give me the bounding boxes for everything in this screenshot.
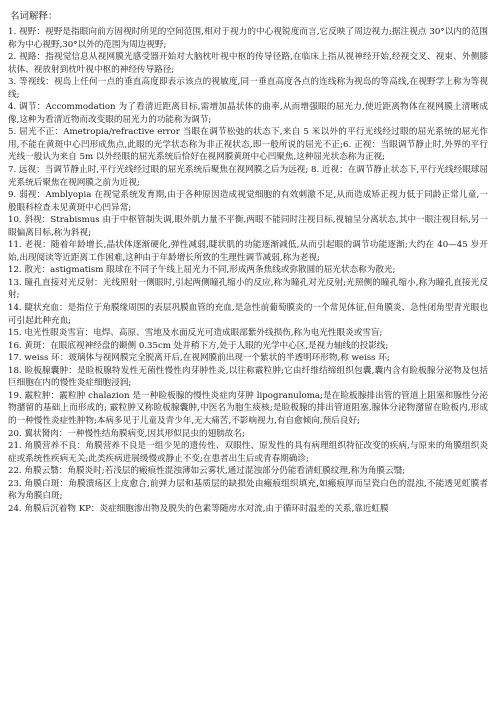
list-item: 21. 角膜营养不良：角膜营养不良是一组少见的遗传性、双眼性、原发性的具有病理组织特征改变的疾病,与原来的角膜组织炎症或系统性疾病无关;此类疾病进展缓慢或静止不变;在患者出生后或青春期确诊;	[8, 441, 488, 464]
list-item: 7. 远视：当调节静止时,平行光线经过眼的屈光系统后聚焦在视网膜之后为远视; 8. 近视：在调节静止状态下,平行光线经眼球屈光系统后聚焦在视网膜之前为近视;	[8, 165, 488, 188]
list-item: 16. 黄斑：在眼底视神经盘的颞侧 0.35cm 处并稍下方,处于人眼的光学中心区,是视力轴线的投影线;	[8, 340, 389, 351]
list-item: 4. 调节：Accommodation 为了看清近距离目标,需增加晶状体的曲率,从而增强眼的屈光力,使近距离物体在视网膜上清晰成像,这种为看清近物而改变眼的屈光力的功能称为调节;	[8, 102, 488, 125]
list-item: 5. 屈光不正：Ametropia/refractive error 当眼在调节松弛的状态下,来自 5 米以外的平行光线经过眼的屈光系统的屈光作用,不能在黄斑中心凹形成焦点,此眼的光学状态称为非正视状态,即一般所说的屈光不正;6. 正视：当眼调节静止时,外界的平行光线一般认为来自 5m 以外经眼的屈光系统后恰好在视网膜黄斑中心凹聚焦,这种屈光状态称为正视;	[8, 127, 488, 163]
list-item: 17. weiss 环：玻璃体与视网膜完全脱离开后,在视网膜前出现一个紫状的半透明环形物,称 weiss 环;	[8, 353, 390, 364]
list-item: 10. 斜视：Strabismus 由于中枢管制失调,眼外肌力量不平衡,两眼不能同时注视目标,视轴呈分离状态,其中一眼注视目标,另一眼偏离目标,称为斜视;	[8, 215, 488, 238]
list-item: 11. 老视：随着年龄增长,晶状体逐渐硬化,弹性减弱,睫状肌的功能逐渐减低,从而引起眼的调节功能逐渐;大约在 40—45 岁开始,出现阅读等近距离工作困难,这种由于年龄增长所致的生理性调节减弱,称为老视;	[8, 240, 488, 263]
list-item: 22. 角膜云翳：角膜炎时;若浅层的瘢痕性混浊薄如云雾状,通过混浊部分仍能看清虹膜纹理,称为角膜云翳;	[8, 466, 406, 477]
list-item: 15. 电光性眼炎雪盲：电焊、高原、雪地及水面反光可造成眼部紫外线损伤,称为电光性眼炎或雪盲;	[8, 328, 383, 339]
page-title: 名词解释：	[10, 11, 58, 22]
list-item: 14. 睫状充血：是指位于角膜缘周围的表层巩膜血管的充血,是急性前葡萄膜炎的一个常见体征,但角膜炎、急性闭角型青光眼也可引起此种充血;	[8, 303, 488, 326]
list-item: 2. 视路：指视觉信息从视网膜光感受器开始对大脑枕叶视中枢的传导径路,在临床上指从视神经开始,经视交叉、视束、外侧膝状体、视放射到枕叶视中枢的神经传导路径;	[8, 52, 488, 75]
list-item: 12. 散光：astigmatism 眼球在不同子午线上屈光力不同,形成两条焦线或弥散圆的屈光状态称为散光;	[8, 265, 396, 276]
list-item: 24. 角膜后沉着物 KP：炎症细胞渗出物及脱失的色素等随房水对流,由于循环时温差的关系,靠近虹膜	[8, 503, 389, 514]
list-item: 13. 瞳孔直接对光反射：光线照射一侧眼时,引起两侧瞳孔缩小的反应,称为瞳孔对光反射;光照侧的瞳孔缩小,称为瞳孔直接光反射;	[8, 277, 488, 301]
list-item: 9. 弱视：Amblyopia 在视觉系统发育期,由于各种原因造成视觉细胞的有效刺激不足,从而造成矫正视力低于同龄正常儿童,一般眼科检查未见黄斑中心凹异常;	[8, 190, 488, 213]
list-item: 23. 角膜白斑：角膜溃疡区上皮愈合,前弹力层和基质层的缺损处由瘢痕组织填充,如瘢痕厚而呈瓷白色的混浊,不能透见虹膜者称为角膜白斑;	[8, 478, 488, 502]
list-item: 18. 睑板腺囊肿：是睑板腺特发性无菌性慢性肉芽肿性炎,以往称霰粒肿;它由纤维结缔组织包囊,囊内含有睑板腺分泌物及包括巨细胞在内的慢性炎症细胞浸润;	[8, 365, 488, 389]
list-item: 19. 霰粒肿：霰粒肿 chalazion 是一种睑板腺的慢性炎症肉芽肿 lipogranuloma;是在睑板腺排出管的管道上阻塞和腺性分泌物潴留的基础上而形成的; 霰粒肿又称睑板腺囊肿,中医名为胞生痰核;是睑板腺的排出管道阻塞,腺体分泌物潴留在睑板内,形成的一种慢性炎症性肿物;本病多见于儿童及青少年,无大痛苦,不影响视力,有自愈倾向,预后良好;	[8, 390, 488, 426]
entry-list	[8, 26, 488, 515]
list-item: 20. 翼状胬肉：一种慢性结角膜病变,因其形似昆虫的翅膀故名;	[8, 428, 245, 439]
list-item: 1. 视野：视野是指眼向前方固视时所见的空间范围,相对于视力的中心视锐度而言,它反映了周边视力;据注视点 30°以内的范围称为中心视野,30°以外的范围为周边视野;	[8, 27, 488, 50]
list-item: 3. 等视线：视岛上任何一点的垂直高度即表示该点的视敏度,同一垂直高度各点的连线称为视岛的等高线,在视野学上称为等视线;	[8, 77, 488, 100]
